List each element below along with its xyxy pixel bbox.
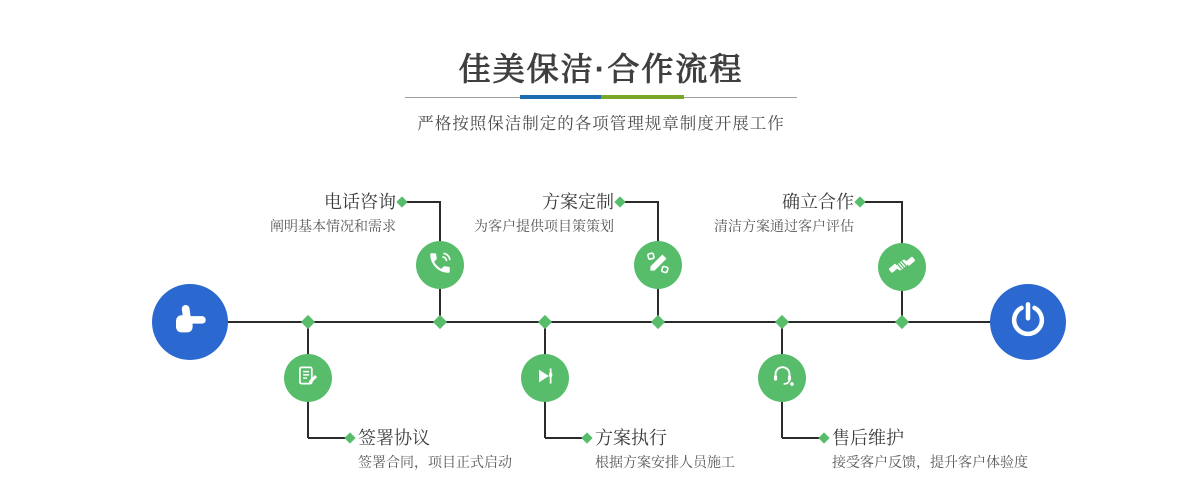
- step-icon-circle: [284, 354, 332, 402]
- node-diamond: [433, 315, 447, 329]
- connector-line: [545, 437, 583, 439]
- node-diamond: [895, 315, 909, 329]
- phone-icon: [427, 250, 453, 281]
- step-title: 签署协议: [358, 428, 430, 448]
- step-desc: 阐明基本情况和需求: [270, 218, 396, 234]
- node-diamond: [538, 315, 552, 329]
- step-icon-circle: [758, 354, 806, 402]
- node-diamond: [301, 315, 315, 329]
- contract-sign-icon: [295, 363, 321, 394]
- connector-line: [406, 201, 441, 203]
- step-title: 方案执行: [595, 428, 667, 448]
- label-diamond: [344, 432, 355, 443]
- page-subtitle: 严格按照保洁制定的各项管理规章制度开展工作: [417, 115, 785, 133]
- page-title: 佳美保洁·合作流程: [458, 51, 744, 87]
- label-diamond: [581, 432, 592, 443]
- timeline-start-circle: [152, 284, 228, 360]
- step-label-block: [714, 190, 854, 235]
- design-pencil-icon: [645, 250, 671, 281]
- timeline-end-circle: [990, 284, 1066, 360]
- play-execute-icon: [532, 363, 558, 394]
- node-diamond: [775, 315, 789, 329]
- connector-line: [782, 437, 820, 439]
- step-label-block: [474, 190, 614, 235]
- power-icon: [1008, 300, 1048, 345]
- step-icon-circle: [878, 243, 926, 291]
- title-divider: [405, 95, 797, 101]
- step-desc: 清洁方案通过客户评估: [714, 218, 854, 234]
- step-icon-circle: [416, 241, 464, 289]
- step-desc: 为客户提供项目策策划: [474, 218, 614, 234]
- step-label-block: [270, 190, 396, 235]
- step-desc: 接受客户反馈，提升客户体验度: [832, 454, 1028, 470]
- step-icon-circle: [521, 354, 569, 402]
- step-label-block: [595, 426, 735, 471]
- step-desc: 根据方案安排人员施工: [595, 454, 735, 470]
- connector-line: [308, 437, 346, 439]
- step-label-block: [832, 426, 1028, 471]
- step-title: 售后维护: [832, 428, 904, 448]
- connector-line: [864, 201, 903, 203]
- step-label-block: [358, 426, 512, 471]
- support-headset-icon: [769, 362, 796, 394]
- step-title: 方案定制: [542, 192, 614, 212]
- connector-line: [624, 201, 659, 203]
- pointer-hand-icon: [169, 299, 211, 346]
- label-diamond: [818, 432, 829, 443]
- handshake-icon: [888, 251, 916, 284]
- step-title: 电话咨询: [324, 192, 396, 212]
- divider-green-segment: [601, 95, 684, 99]
- label-diamond: [396, 196, 407, 207]
- step-desc: 签署合同，项目正式启动: [358, 454, 512, 470]
- divider-blue-segment: [520, 95, 601, 99]
- label-diamond: [614, 196, 625, 207]
- label-diamond: [854, 196, 865, 207]
- step-title: 确立合作: [782, 192, 854, 212]
- step-icon-circle: [634, 241, 682, 289]
- node-diamond: [651, 315, 665, 329]
